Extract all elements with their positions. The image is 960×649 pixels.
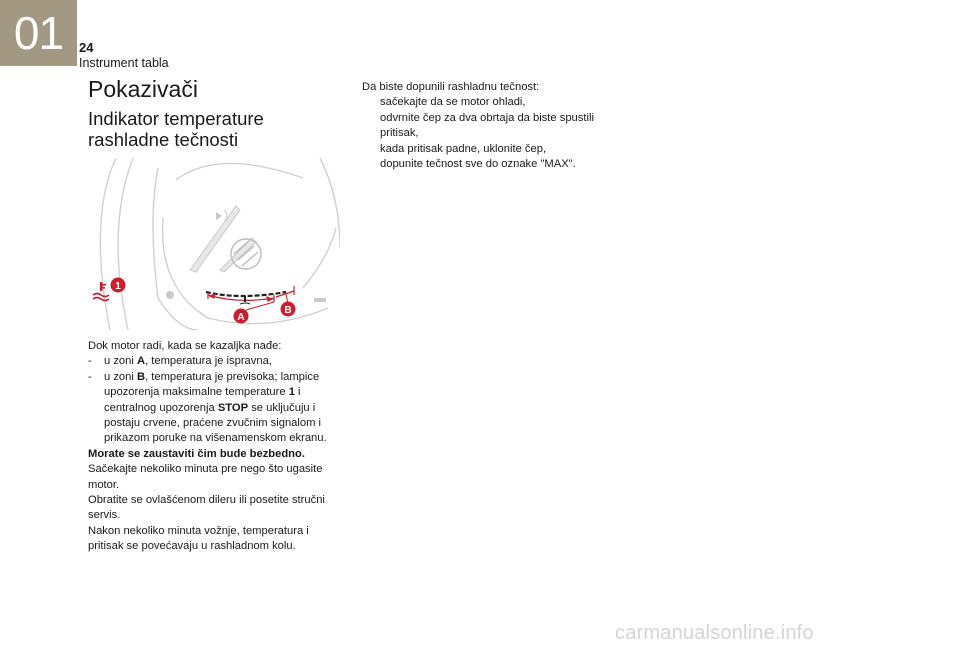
list-item: - u zoni A, temperatura je ispravna, [88, 354, 346, 369]
list-item: sačekajte da se motor ohladi, [362, 95, 622, 110]
chapter-name: Instrument tabla [79, 56, 169, 70]
callout-a [234, 309, 249, 324]
arrow-bullet-icon [362, 142, 380, 157]
svg-text:1: 1 [115, 281, 121, 292]
svg-text:B: B [284, 305, 292, 316]
left-column-text [88, 339, 346, 555]
page-number: 24 [79, 40, 94, 55]
list-item: - u zoni B, temperatura je previsoka; lampice upozorenja maksimalne temperature 1 i centralnog upozorenja STOP se uključuju i postaju crvene, praćene zvučnim signalom i prikazom poruke na višenamenskom ekranu. [88, 370, 346, 447]
svg-text:A: A [237, 312, 245, 323]
section-subtitle: Indikator temperature rashladne tečnosti [88, 108, 264, 150]
dashboard-icons [166, 210, 326, 302]
callout-1 [111, 278, 126, 293]
watermark: carmanualsonline.info [615, 622, 814, 644]
arrow-bullet-icon [362, 111, 380, 142]
list-item: kada pritisak padne, uklonite čep, [362, 142, 622, 157]
chapter-tab: 01 [0, 0, 77, 66]
coolant-warning-icon [93, 282, 109, 301]
paragraph: Nakon nekoliko minuta vožnje, temperatura i pritisak se povećavaju u rashladnom kolu. [88, 524, 309, 553]
paragraph: Sačekajte nekoliko minuta pre nego što ugasite motor. [88, 463, 323, 491]
dash-marker: - [88, 370, 92, 383]
dash-marker: - [88, 355, 92, 368]
callout-b [281, 302, 296, 317]
coolant-gauge-illustration [88, 158, 340, 330]
paragraph: Obratite se ovlašćenom dileru ili posetite stručni servis. [88, 494, 325, 522]
arrow-bullet-icon [362, 157, 380, 172]
intro-text: Dok motor radi, kada se kazaljka nađe: [88, 340, 282, 352]
refill-intro: Da biste dopunili rashladnu tečnost: [362, 81, 540, 93]
right-column-text [362, 80, 622, 172]
arrow-bullet-icon [362, 95, 380, 110]
list-item: odvrnite čep za dva obrtaja da biste spustili pritisak, [362, 111, 622, 142]
section-title: Pokazivači [88, 76, 198, 102]
warning-text: Morate se zaustaviti čim bude bezbedno. [88, 447, 305, 460]
list-item: dopunite tečnost sve do oznake "MAX". [362, 157, 622, 172]
